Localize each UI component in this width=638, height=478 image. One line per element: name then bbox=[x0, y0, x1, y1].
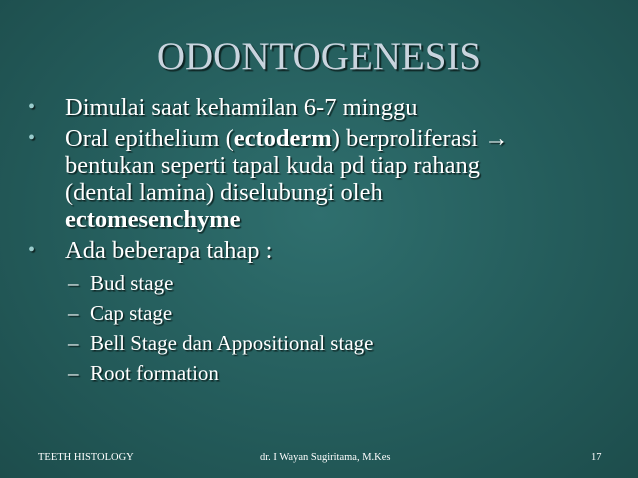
bullet-text-line: bentukan seperti tapal kuda pd tiap rahang bbox=[65, 152, 480, 179]
bullet-item-dimulai bbox=[24, 94, 624, 121]
sub-item-text: Bud stage bbox=[90, 271, 174, 295]
bullet-text: Dimulai saat kehamilan 6-7 minggu bbox=[65, 94, 418, 121]
bullet-text: ) berproliferasi bbox=[331, 125, 478, 152]
bullet-item-tahap bbox=[24, 237, 624, 264]
footer-author: dr. I Wayan Sugiritama, M.Kes bbox=[260, 452, 391, 463]
sub-item-bell-stage bbox=[24, 328, 624, 358]
sub-item-cap-stage bbox=[24, 298, 624, 328]
bullet-dot-icon: • bbox=[28, 96, 36, 118]
bold-term-ectomesenchyme: ectomesenchyme bbox=[65, 206, 241, 233]
dash-bullet-icon: – bbox=[68, 331, 79, 355]
bullet-dot-icon: • bbox=[28, 127, 36, 149]
dash-bullet-icon: – bbox=[68, 271, 79, 295]
bullet-text: Ada beberapa tahap : bbox=[65, 237, 273, 264]
slide-title: ODONTOGENESIS bbox=[156, 35, 482, 78]
sub-item-text: Cap stage bbox=[90, 301, 173, 325]
bullet-dot-icon: • bbox=[28, 239, 36, 261]
bullet-list bbox=[24, 94, 624, 388]
arrow-right-icon: → bbox=[484, 125, 509, 152]
bullet-text: Oral epithelium ( bbox=[65, 125, 234, 152]
footer-left-text: TEETH HISTOLOGY bbox=[38, 452, 134, 463]
dash-bullet-icon: – bbox=[68, 301, 79, 325]
footer-page-number: 17 bbox=[591, 452, 602, 463]
sub-item-root-formation bbox=[24, 358, 624, 388]
sub-item-text: Root formation bbox=[90, 361, 219, 385]
sub-item-text: Bell Stage dan Appositional stage bbox=[90, 331, 374, 355]
bold-term-ectoderm: ectoderm bbox=[233, 125, 332, 152]
sub-item-bud-stage bbox=[24, 268, 624, 298]
bullet-item-oral-epithelium bbox=[24, 125, 624, 233]
bullet-text-line: (dental lamina) diselubungi oleh bbox=[65, 179, 383, 206]
dash-bullet-icon: – bbox=[68, 361, 79, 385]
